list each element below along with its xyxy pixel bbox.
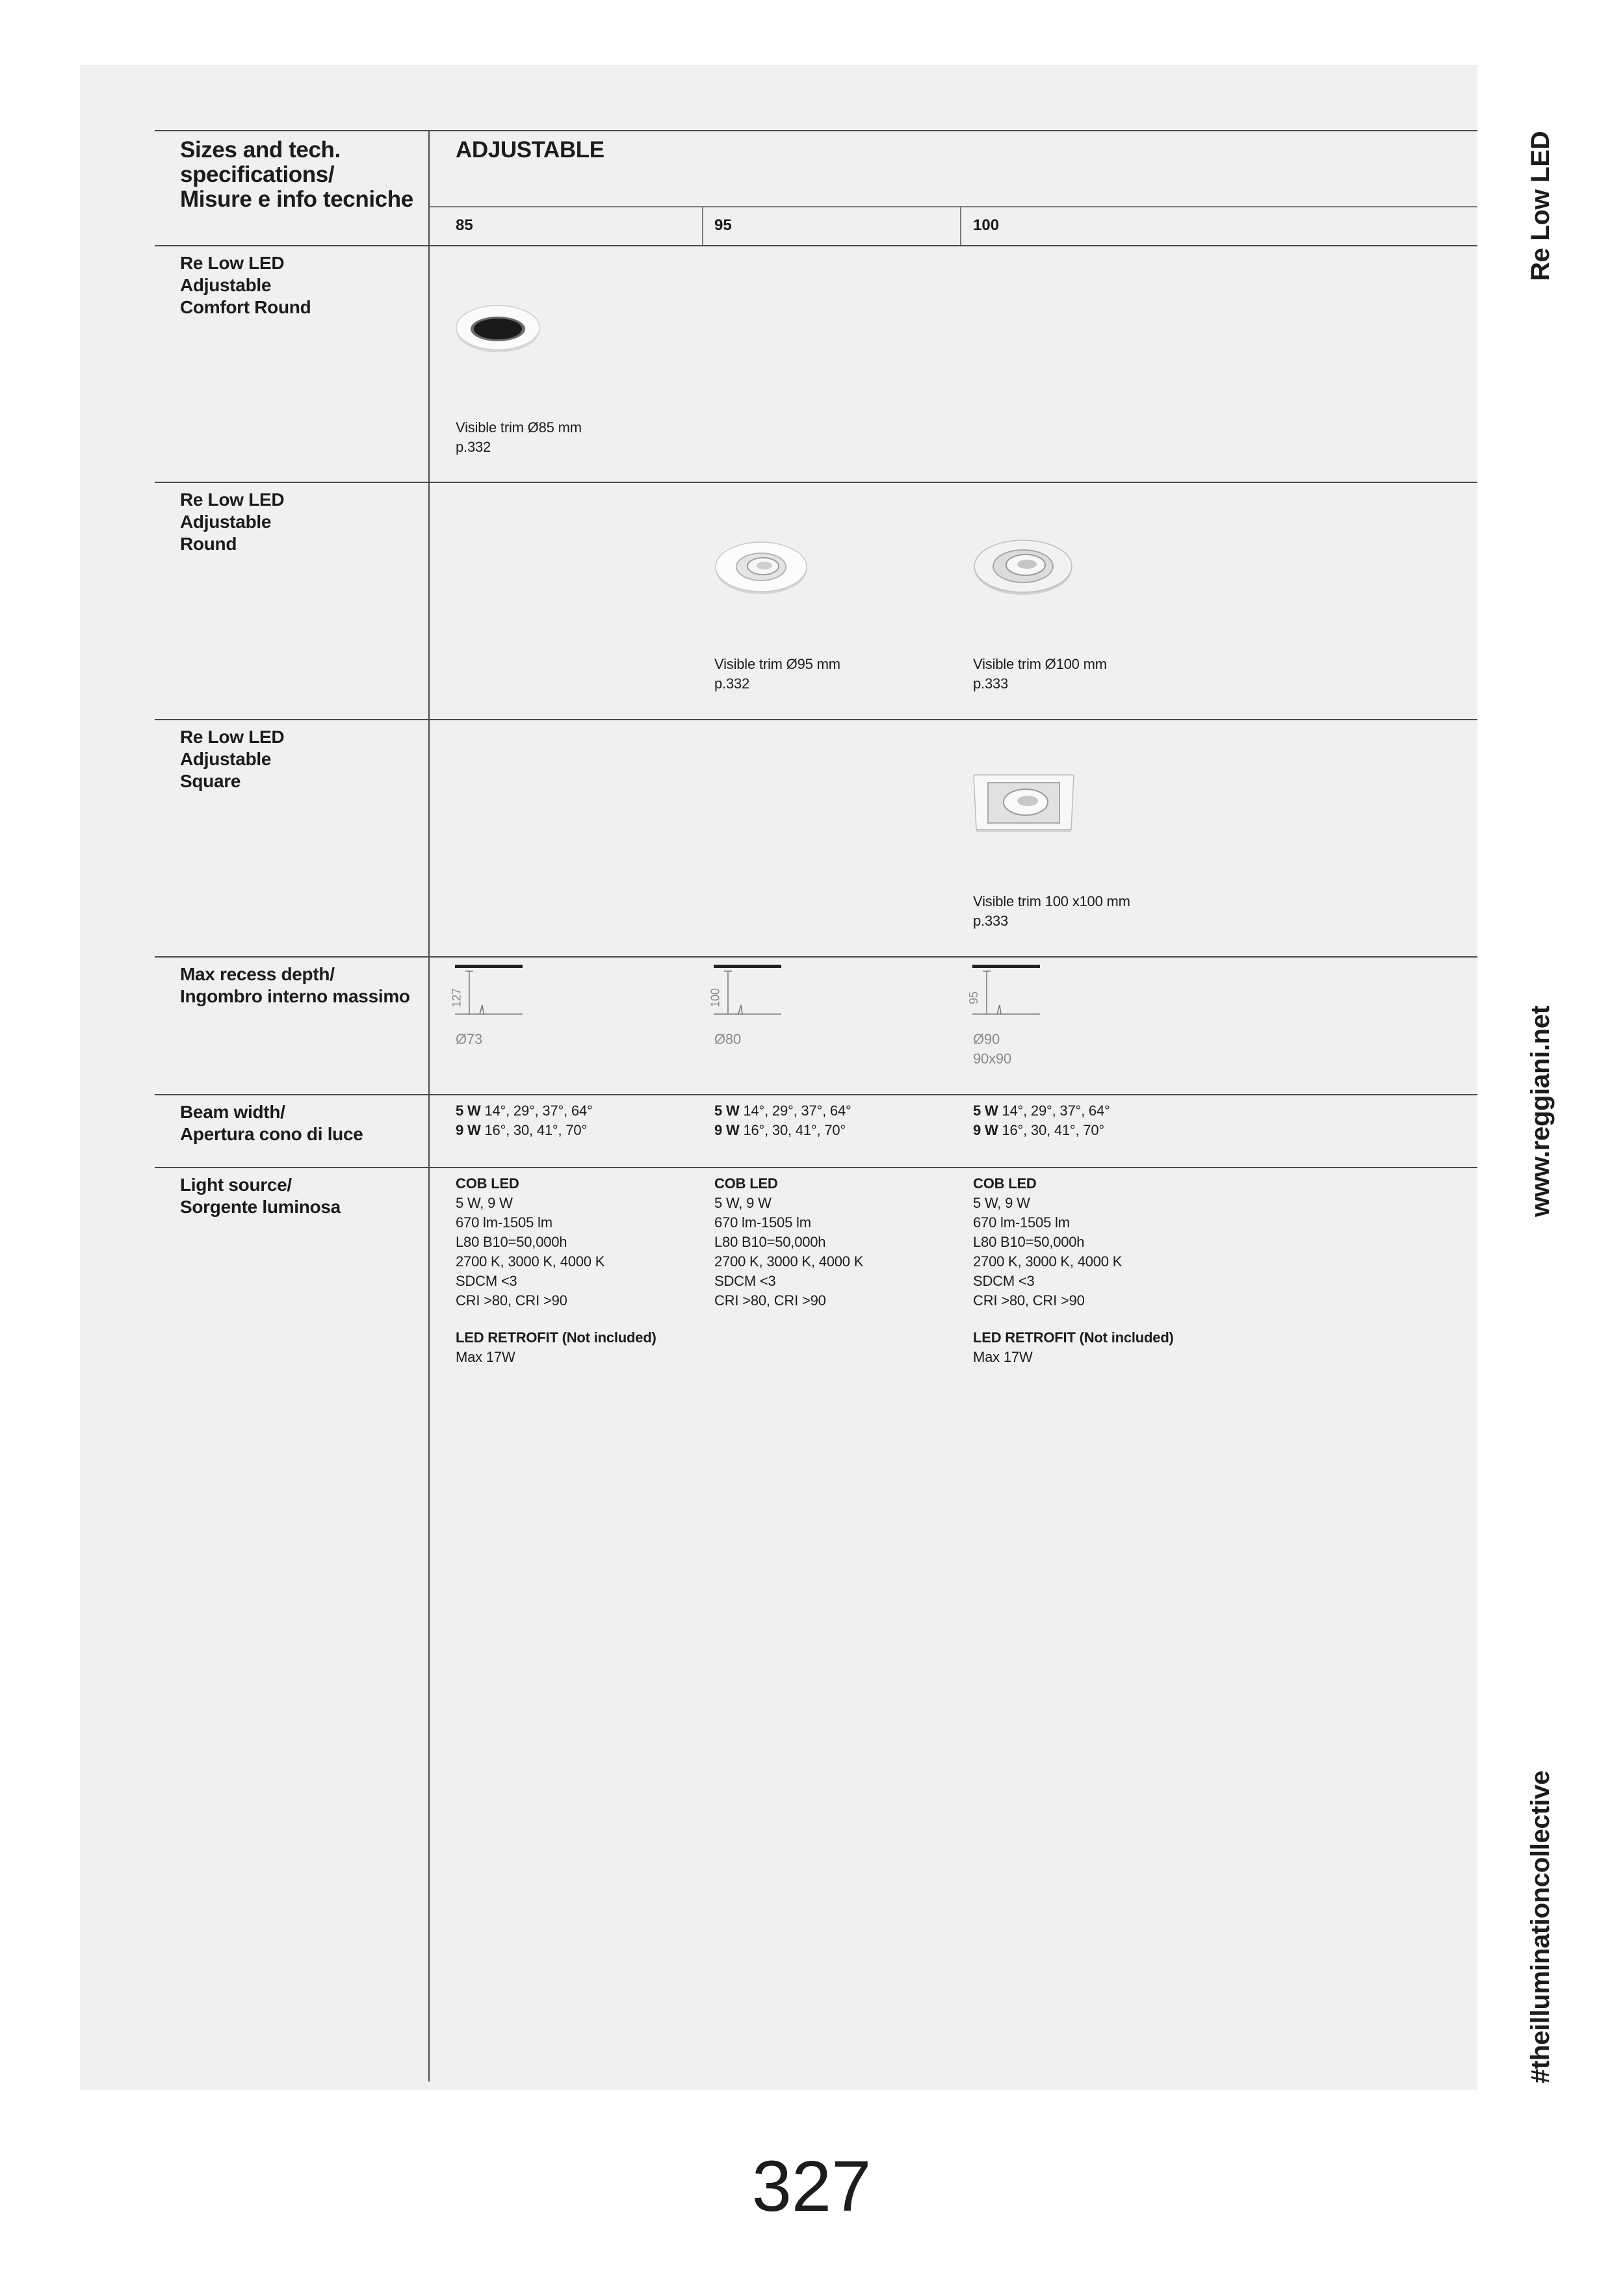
row-square-label: Re Low LED Adjustable Square: [180, 727, 285, 791]
row-round-label: Re Low LED Adjustable Round: [180, 489, 285, 554]
rule-row4: [155, 1094, 1477, 1095]
rule-header-bottom: [155, 245, 1477, 246]
recess-100-depth: 95: [967, 991, 980, 1004]
rule-col-100: [960, 206, 961, 245]
light-100: COB LED 5 W, 9 W 670 lm-1505 lm L80 B10=50,000h 2700 K, 3000 K, 4000 K SDCM <3 CRI >80, CRI >90 LED RETROFIT (Not included) Max 17W: [973, 1175, 1174, 1365]
round-100-image: [971, 534, 1075, 598]
round-95-info: Visible trim Ø95 mm p.332: [714, 656, 840, 692]
row-comfort-round-label: Re Low LED Adjustable Comfort Round: [180, 253, 311, 317]
section-title: ADJUSTABLE: [456, 137, 604, 163]
square-100-image: [971, 772, 1076, 835]
recess-100-hole: Ø90 90x90: [973, 1031, 1011, 1067]
rule-label-column: [428, 130, 430, 2081]
row-beam-label: Beam width/ Apertura cono di luce: [180, 1102, 363, 1144]
beam-95: 5 W 14°, 29°, 37°, 64° 9 W 16°, 30, 41°, 70°: [714, 1102, 851, 1138]
page-panel: [80, 65, 1477, 2090]
rule-row1: [155, 482, 1477, 483]
recess-85-depth: 127: [450, 988, 463, 1008]
table-title-line3: Misure e info tecniche: [180, 187, 413, 212]
side-label-hashtag: #theilluminationcollective: [1526, 1770, 1555, 2083]
rule-row3: [155, 956, 1477, 958]
rule-sizes-top: [429, 206, 1477, 207]
size-85: 85: [456, 216, 473, 234]
side-label-website[interactable]: www.reggiani.net: [1526, 1006, 1555, 1217]
round-100-info: Visible trim Ø100 mm p.333: [973, 656, 1107, 692]
comfort-round-85-image: [454, 300, 542, 355]
rule-row2: [155, 719, 1477, 720]
page-number: 327: [751, 2146, 872, 2226]
recess-85-hole: Ø73: [456, 1031, 482, 1047]
rule-col-95: [702, 206, 703, 245]
beam-100: 5 W 14°, 29°, 37°, 64° 9 W 16°, 30, 41°, 70°: [973, 1102, 1110, 1138]
recess-95-depth: 100: [708, 988, 722, 1008]
size-100: 100: [973, 216, 1000, 234]
square-100-info: Visible trim 100 x100 mm p.333: [973, 893, 1130, 929]
table-title-line2: specifications/: [180, 162, 335, 187]
row-recess-label: Max recess depth/ Ingombro interno massimo: [180, 964, 410, 1006]
rule-top: [155, 130, 1477, 131]
table-title-line1: Sizes and tech.: [180, 137, 341, 163]
table-title: [180, 138, 421, 212]
comfort-round-85-info: Visible trim Ø85 mm p.332: [456, 419, 582, 455]
beam-85: 5 W 14°, 29°, 37°, 64° 9 W 16°, 30, 41°, 70°: [456, 1102, 593, 1138]
size-95: 95: [714, 216, 732, 234]
row-light-label: Light source/ Sorgente luminosa: [180, 1175, 341, 1217]
rule-row5: [155, 1167, 1477, 1168]
light-85: COB LED 5 W, 9 W 670 lm-1505 lm L80 B10=50,000h 2700 K, 3000 K, 4000 K SDCM <3 CRI >80, CRI >90 LED RETROFIT (Not included) Max 17W: [456, 1175, 656, 1365]
round-95-image: [712, 537, 810, 597]
recess-95-hole: Ø80: [714, 1031, 741, 1047]
side-label-product: Re Low LED: [1526, 131, 1555, 281]
light-95: COB LED 5 W, 9 W 670 lm-1505 lm L80 B10=50,000h 2700 K, 3000 K, 4000 K SDCM <3 CRI >80, CRI >90: [714, 1175, 864, 1309]
